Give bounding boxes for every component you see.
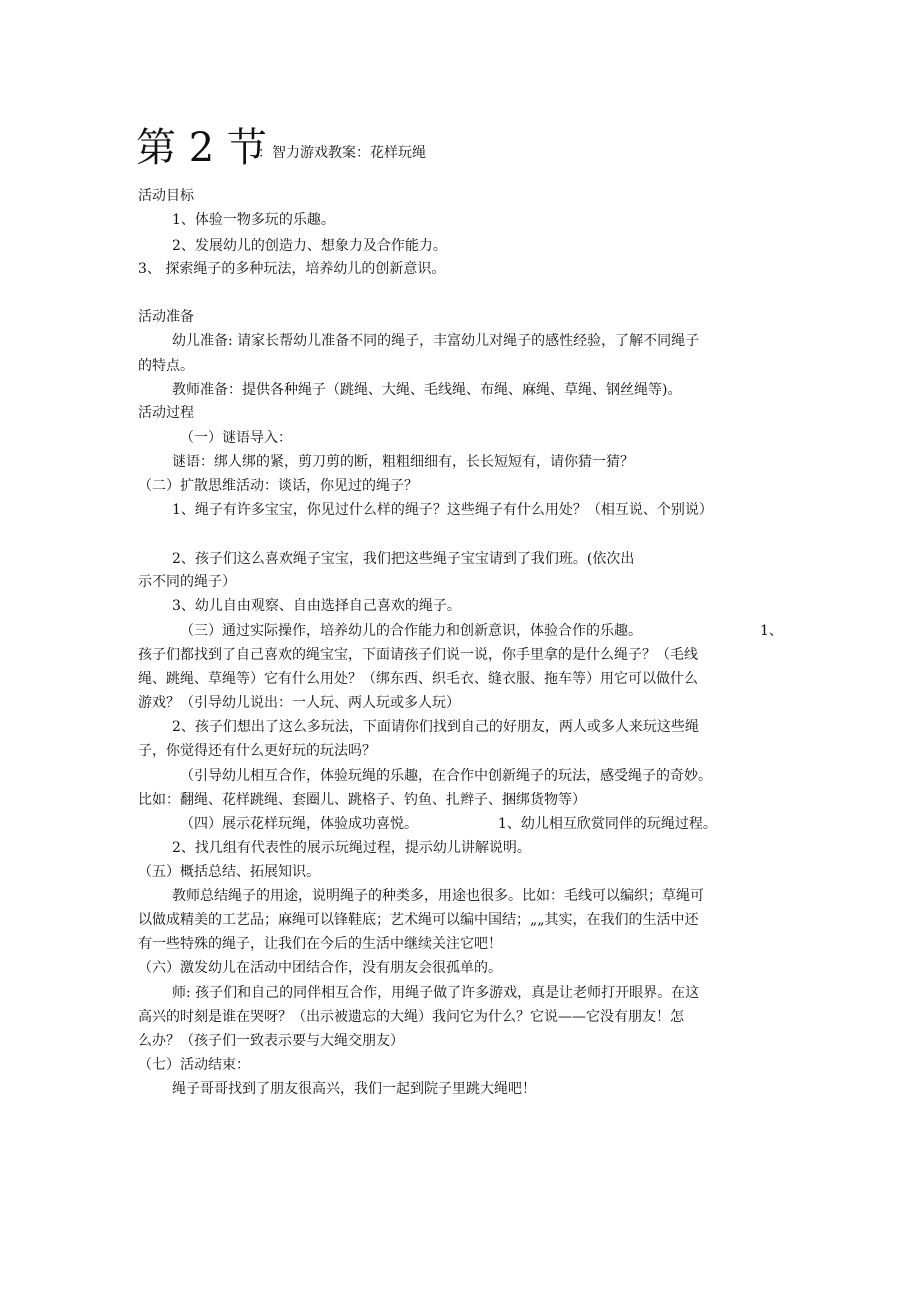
step-4-item-1: 1、幼儿相互欣赏同伴的玩绳过程。 bbox=[498, 816, 717, 832]
heading-preparation: 活动准备 bbox=[138, 309, 194, 325]
heading-goals: 活动目标 bbox=[138, 188, 194, 204]
step-6-line-3: 么办？（孩子们一致表示要与大绳交朋友） bbox=[138, 1033, 404, 1049]
step-7-line-1: 绳子哥哥找到了朋友很高兴，我们一起到院子里跳大绳吧！ bbox=[172, 1081, 536, 1097]
prep-children-line1: 幼儿准备: 请家长帮幼儿准备不同的绳子，丰富幼儿对绳子的感性经验，了解不同绳子 bbox=[172, 333, 700, 349]
section-subtitle: ：智力游戏教案：花样玩绳 bbox=[258, 145, 426, 161]
step-2-heading: （二）扩散思维活动：谈话，你见过的绳子？ bbox=[138, 478, 418, 494]
step-2-question-3: 3、幼儿自由观察、自由选择自己喜欢的绳子。 bbox=[172, 598, 461, 614]
step-6-line-1: 师: 孩子们和自己的同伴相互合作，用绳子做了许多游戏，真是让老师打开眼界。在这 bbox=[172, 985, 700, 1001]
step-5-heading: （五）概括总结、拓展知识。 bbox=[138, 864, 320, 880]
step-3-line-7: （引导幼儿相互合作，体验玩绳的乐趣，在合作中创新绳子的玩法，感受绳子的奇妙。 bbox=[180, 768, 712, 784]
step-2-question-2-line1: 2、孩子们这么喜欢绳子宝宝，我们把这些绳子宝宝请到了我们班。(依次出 bbox=[172, 551, 635, 567]
step-7-heading: （七）活动结束： bbox=[138, 1057, 250, 1073]
riddle-text: 谜语：绑人绑的紧，剪刀剪的断，粗粗细细有，长长短短有，请你猜一猜？ bbox=[172, 454, 634, 470]
prep-children-line2: 的特点。 bbox=[138, 358, 194, 374]
step-6-heading: （六）激发幼儿在活动中团结合作，没有朋友会很孤单的。 bbox=[138, 960, 502, 976]
step-5-line-1: 教师总结绳子的用途，说明绳子的种类多，用途也很多。比如：毛线可以编织；草绳可 bbox=[172, 888, 704, 904]
step-2-question-2-line2: 示不同的绳子） bbox=[138, 574, 236, 590]
step-4-heading: （四）展示花样玩绳，体验成功喜悦。 bbox=[180, 816, 418, 832]
step-5-line-3: 有一些特殊的绳子，让我们在今后的生活中继续关注它吧！ bbox=[138, 936, 502, 952]
step-3-line-5: 2、孩子们想出了这么多玩法，下面请你们找到自己的好朋友，两人或多人来玩这些绳 bbox=[172, 719, 699, 735]
prep-teacher: 教师准备：提供各种绳子（跳绳、大绳、毛线绳、布绳、麻绳、草绳、钢丝绳等)。 bbox=[172, 382, 682, 398]
goal-2: 2、发展幼儿的创造力、想象力及合作能力。 bbox=[172, 238, 447, 254]
goal-3: 3、 探索绳子的多种玩法，培养幼儿的创新意识。 bbox=[138, 261, 446, 277]
step-3-item-1-number: 1、 bbox=[760, 623, 783, 639]
goal-1: 1、体验一物多玩的乐趣。 bbox=[172, 212, 335, 228]
step-2-question-1: 1、绳子有许多宝宝，你见过什么样的绳子？这些绳子有什么用处？（相互说、个别说） bbox=[172, 502, 713, 518]
step-3-line-3: 绳、跳绳、草绳等）它有什么用处？（绑东西、织毛衣、缝衣服、拖车等）用它可以做什么 bbox=[138, 671, 698, 687]
heading-process: 活动过程 bbox=[138, 405, 194, 421]
step-6-line-2: 高兴的时刻是谁在哭呀？（出示被遗忘的大绳）我问它为什么？它说——它没有朋友！怎 bbox=[138, 1009, 684, 1025]
step-3-line-6: 子，你觉得还有什么更好玩的玩法吗？ bbox=[138, 743, 376, 759]
section-title: 第 2 节 bbox=[136, 125, 267, 171]
step-3-line-8: 比如：翻绳、花样跳绳、套圈儿、跳格子、钓鱼、扎辫子、捆绑货物等） bbox=[138, 792, 586, 808]
step-4-item-2: 2、找几组有代表性的展示玩绳过程，提示幼儿讲解说明。 bbox=[172, 840, 531, 856]
step-3-line-2: 孩子们都找到了自己喜欢的绳宝宝，下面请孩子们说一说，你手里拿的是什么绳子？（毛线 bbox=[138, 647, 698, 663]
step-3-line-4: 游戏？（引导幼儿说出：一人玩、两人玩或多人玩） bbox=[138, 695, 460, 711]
step-1-heading: （一）谜语导入： bbox=[180, 430, 292, 446]
step-3-heading: （三）通过实际操作，培养幼儿的合作能力和创新意识，体验合作的乐趣。 bbox=[180, 623, 642, 639]
step-5-line-2: 以做成精美的工艺品；麻绳可以锋鞋底；艺术绳可以编中国结；„„其实，在我们的生活中还 bbox=[138, 912, 699, 928]
